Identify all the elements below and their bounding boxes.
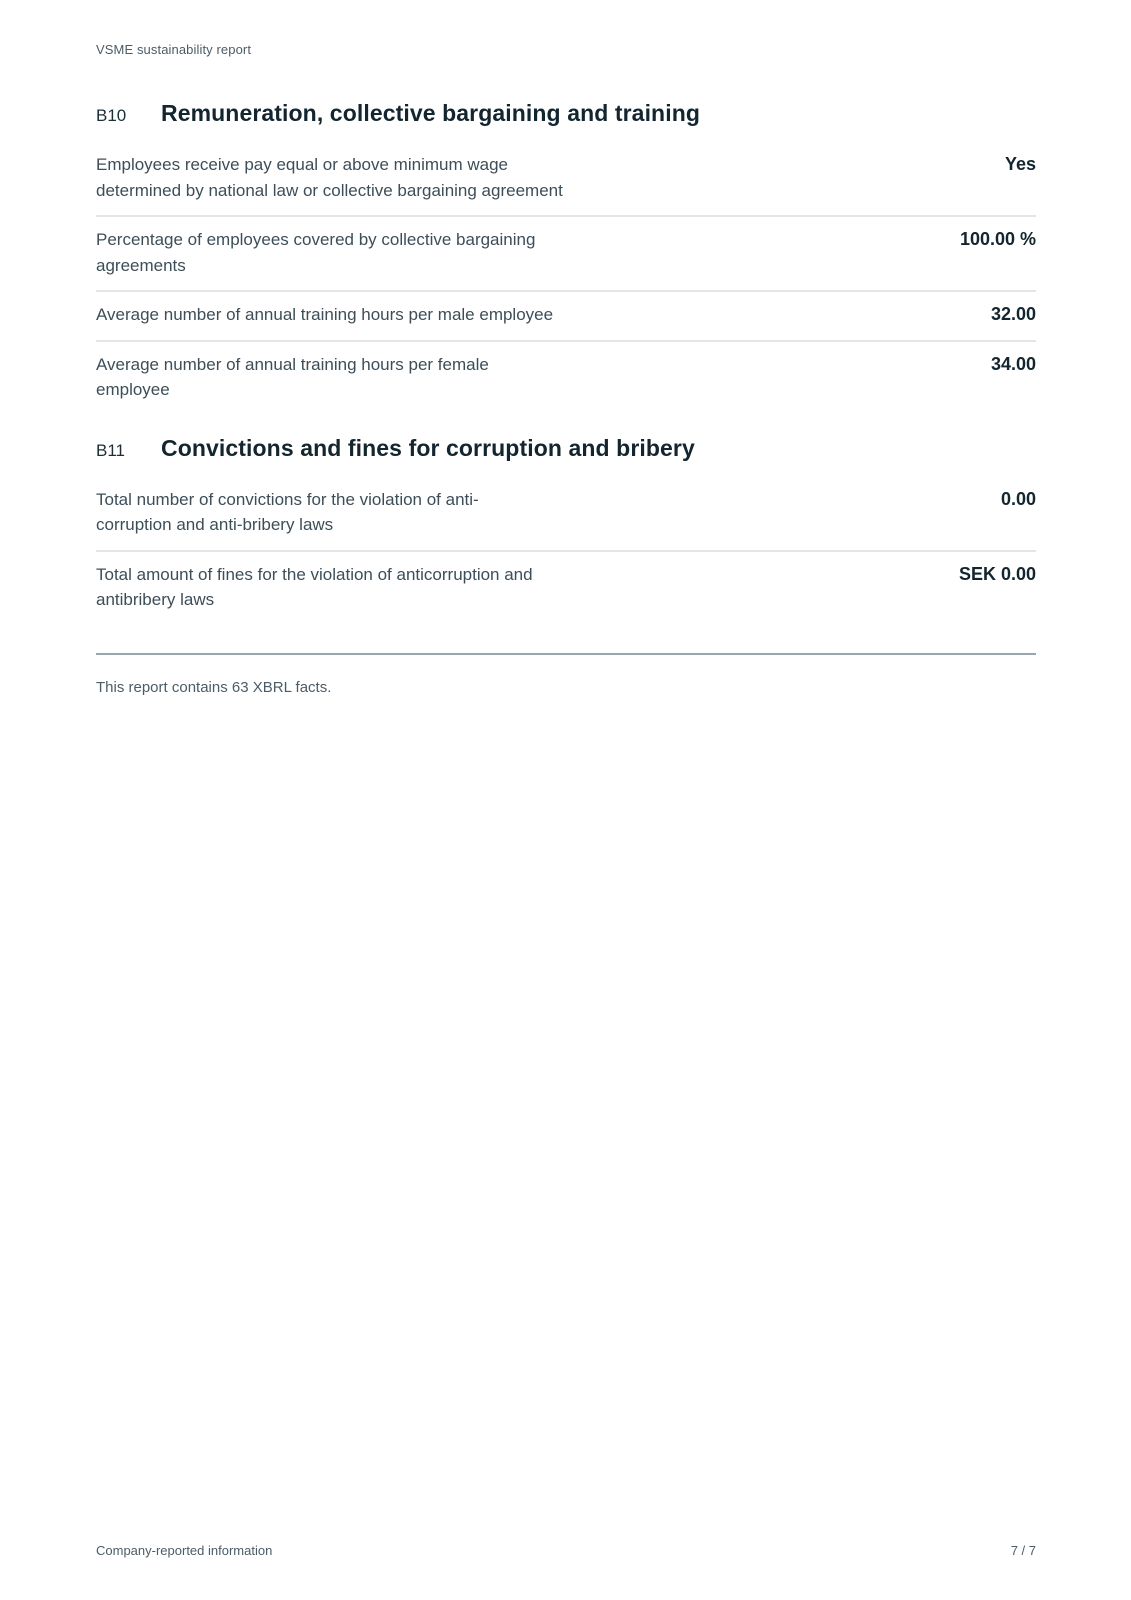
divider	[96, 653, 1036, 655]
row-label: Total number of convictions for the violation of anti-corruption and anti-bribery laws	[96, 489, 479, 534]
footer-label: Company-reported information	[96, 1543, 273, 1558]
row-label: Employees receive pay equal or above minimum wage determined by national law or collective bargaining agreement	[96, 155, 563, 200]
row-label: Average number of annual training hours per male employee	[96, 305, 554, 324]
row-value: SEK 0.00	[958, 563, 1036, 584]
table-row	[96, 152, 1036, 217]
data-table	[96, 152, 1036, 415]
row-value: 100.00 %	[959, 229, 1036, 249]
data-table	[96, 487, 1036, 625]
xbrl-note: This report contains 63 XBRL facts.	[96, 678, 332, 696]
section-code: B10	[96, 106, 127, 125]
running-header-title: VSME sustainability report	[96, 42, 252, 57]
row-label: Total amount of fines for the violation of anticorruption and antibribery laws	[96, 564, 533, 609]
row-value: 34.00	[990, 353, 1036, 374]
row-value: 32.00	[990, 304, 1036, 324]
section-b11	[96, 435, 1036, 625]
table-row	[96, 302, 1036, 342]
section-title: Convictions and fines for corruption and bribery	[161, 434, 695, 461]
section-code: B11	[96, 440, 125, 460]
report-content	[96, 100, 1036, 696]
page-number: 7 / 7	[1010, 1543, 1036, 1558]
section-title: Remuneration, collective bargaining and training	[161, 100, 700, 126]
table-row	[96, 352, 1036, 415]
row-value: 0.00	[1000, 488, 1036, 509]
section-heading	[96, 100, 1036, 140]
row-value: Yes	[1004, 154, 1036, 174]
section-b10	[96, 100, 1036, 415]
table-row	[96, 227, 1036, 292]
section-heading	[96, 435, 1036, 475]
row-label: Percentage of employees covered by collective bargaining agreements	[96, 230, 536, 275]
table-row	[96, 562, 1036, 625]
row-label: Average number of annual training hours per female employee	[96, 354, 489, 399]
table-row	[96, 487, 1036, 552]
